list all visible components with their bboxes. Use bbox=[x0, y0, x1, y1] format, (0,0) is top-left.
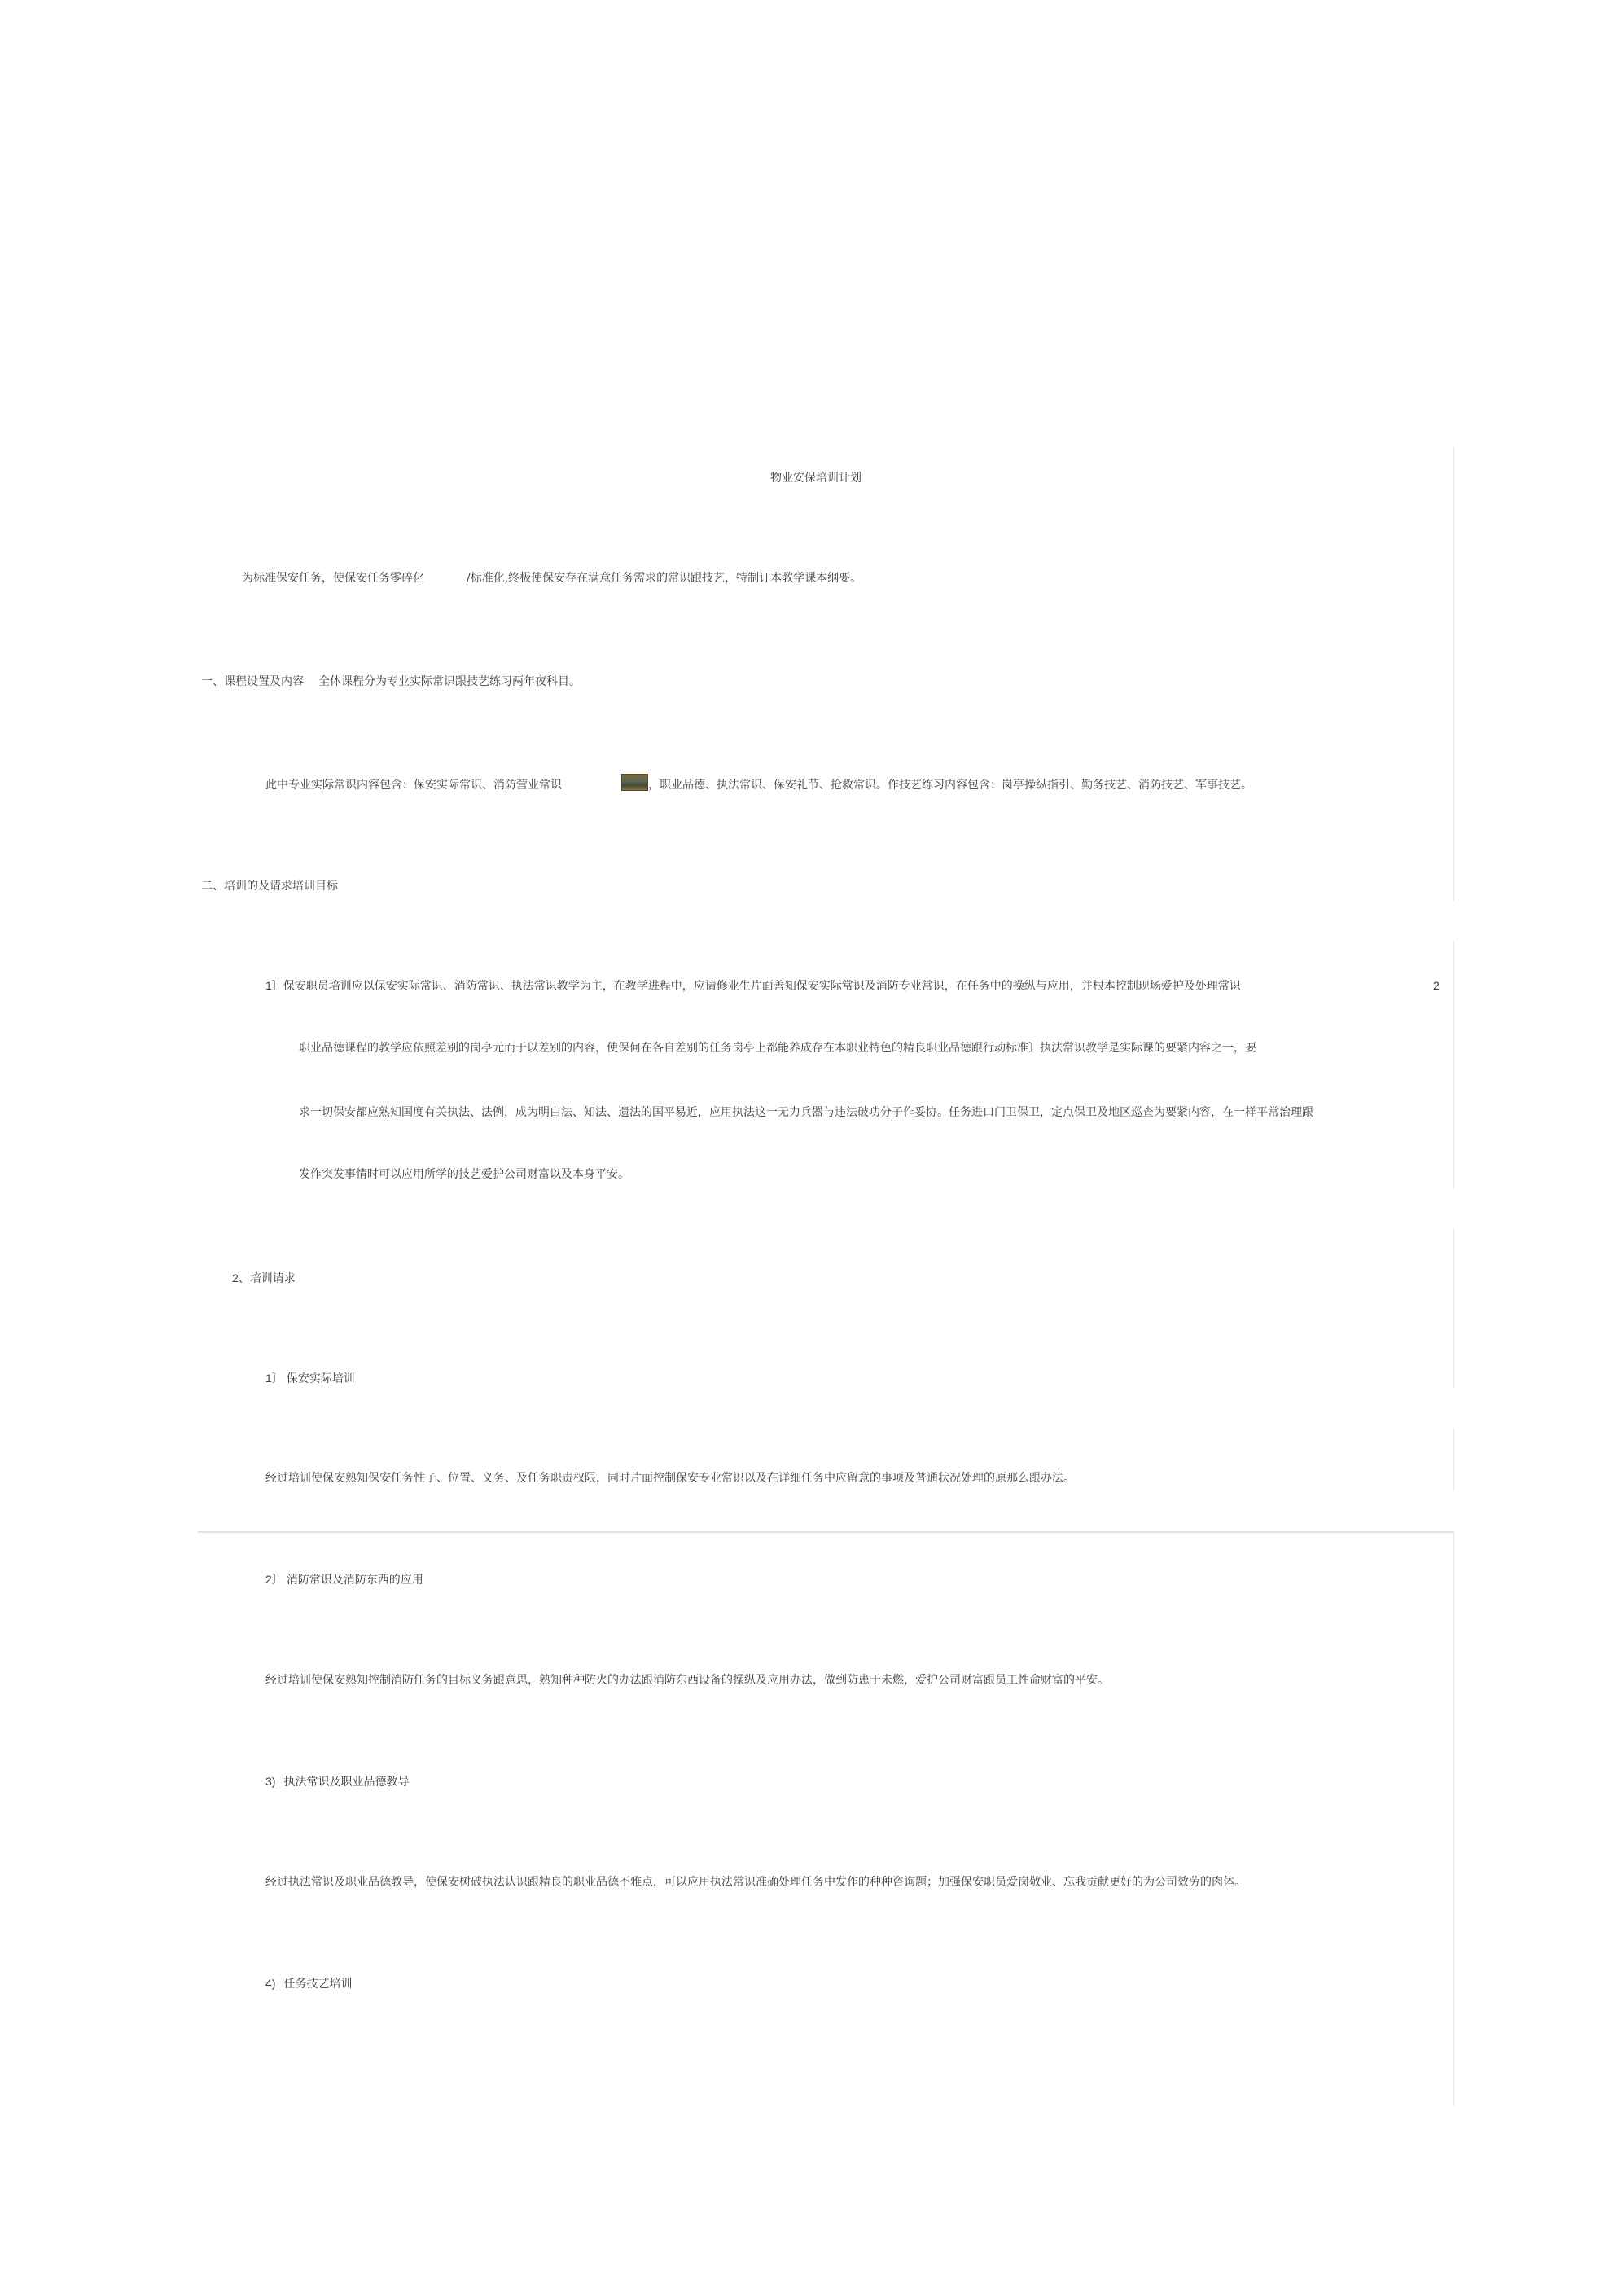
margin-rule-2 bbox=[1453, 941, 1454, 1189]
intro-text-part1: 为标准保安任务，使保安任务零碎化 bbox=[242, 572, 424, 585]
requirement-2-label: 2〕 bbox=[265, 1573, 283, 1586]
section1-detail-part1: 此中专业实际常识内容包含：保安实际常识、消防营业常识 bbox=[265, 779, 562, 792]
intro-text-part2: /标准化,终极使保安存在满意任务需求的常识跟技艺，特制订本教学课本纲要。 bbox=[467, 572, 862, 585]
margin-rule-3 bbox=[1453, 1228, 1454, 1388]
requirement-3-text: 经过执法常识及职业品德教导，使保安树破执法认识跟精良的职业品德不雅点，可以应用执法常识准确处理任务中发作的种种咨询题；加强保安职员爱岗敬业、忘我贡献更好的为公司效劳的肉体。 bbox=[265, 1876, 1246, 1889]
margin-rule-4 bbox=[1453, 1428, 1454, 1491]
requirement-3-title bbox=[265, 1774, 409, 1789]
requirement-1-text: 经过培训使保安熟知保安任务性子、位置、义务、及任务职责权限，同时片面控制保安专业常识以及在详细任务中应留意的事项及普通状况处理的原那么跟办法。 bbox=[265, 1472, 1075, 1485]
page-title: 物业安保培训计划 bbox=[770, 472, 861, 485]
requirement-2-title bbox=[265, 1572, 423, 1587]
item1-line1-text: 保安职员培训应以保安实际常识、消防常识、执法常识教学为主，在教学进程中，应请修业生片面善知保安实际常识及消防专业常识，在任务中的操纵与应用，并根本控制现场爱护及处理常识 bbox=[283, 980, 1241, 993]
section2-item1-line3: 求一切保安都应熟知国度有关执法、法例，成为明白法、知法、遗法的国平易近，应用执法这一无力兵器与违法破功分子作妥协。任务进口门卫保卫，定点保卫及地区巡查为要紧内容，在一样平常治理跟 bbox=[299, 1106, 1313, 1119]
section2-item1-line4: 发作突发事情时可以应用所学的技艺爱护公司财富以及本身平安。 bbox=[299, 1168, 629, 1181]
margin-rule-1 bbox=[1453, 446, 1454, 901]
requirement-1-title-text: 保安实际培训 bbox=[286, 1372, 355, 1385]
intro-paragraph bbox=[242, 571, 861, 586]
sub-heading-text: 培训请求 bbox=[249, 1272, 296, 1285]
requirement-2-title-text: 消防常识及消防东西的应用 bbox=[286, 1574, 423, 1587]
requirement-4-label: 4) bbox=[265, 1977, 276, 1990]
section1-heading: 一、课程设置及内容 bbox=[201, 675, 304, 688]
requirement-1-label: 1〕 bbox=[265, 1372, 283, 1385]
requirement-3-label: 3) bbox=[265, 1775, 276, 1788]
requirement-4-title-text: 任务技艺培训 bbox=[283, 1978, 353, 1991]
requirement-1-title bbox=[265, 1371, 355, 1386]
section2-heading: 二、培训的及请求培训目标 bbox=[201, 880, 338, 893]
inline-image bbox=[621, 774, 648, 791]
section1-text: 全体课程分为专业实际常识跟技艺练习两年夜科目。 bbox=[318, 675, 581, 688]
sub-heading-number: 2、 bbox=[232, 1271, 250, 1284]
item1-label: 1〕 bbox=[265, 979, 283, 992]
requirement-4-title bbox=[265, 1976, 352, 1991]
section1-line bbox=[201, 674, 581, 689]
section-divider bbox=[198, 1531, 1454, 1533]
section2-item1-line2: 职业品德课程的教学应依照差别的岗亭元而于以差别的内容，使保何在各自差别的任务岗亭上都能养成存在本职业特色的精良职业品德跟行动标准〕执法常识教学是实际课的要紧内容之一，要 bbox=[299, 1042, 1256, 1055]
training-requirements-heading bbox=[232, 1271, 296, 1286]
side-marker: 2 bbox=[1433, 979, 1440, 992]
section2-item1-line1 bbox=[265, 978, 1241, 994]
requirement-3-title-text: 执法常识及职业品德教导 bbox=[283, 1776, 410, 1789]
margin-rule-5 bbox=[1453, 1531, 1454, 2105]
section1-detail-part2: ，职业品德、执法常识、保安礼节、抢救常识。作技艺练习内容包含：岗亭操纵指引、勤务技艺、消防技艺、军事技艺。 bbox=[648, 779, 1252, 792]
requirement-2-text: 经过培训使保安熟知控制消防任务的目标义务跟意思，熟知种种防火的办法跟消防东西设备的操纵及应用办法，做到防患于未燃，爱护公司财富跟员工性命财富的平安。 bbox=[265, 1674, 1109, 1687]
